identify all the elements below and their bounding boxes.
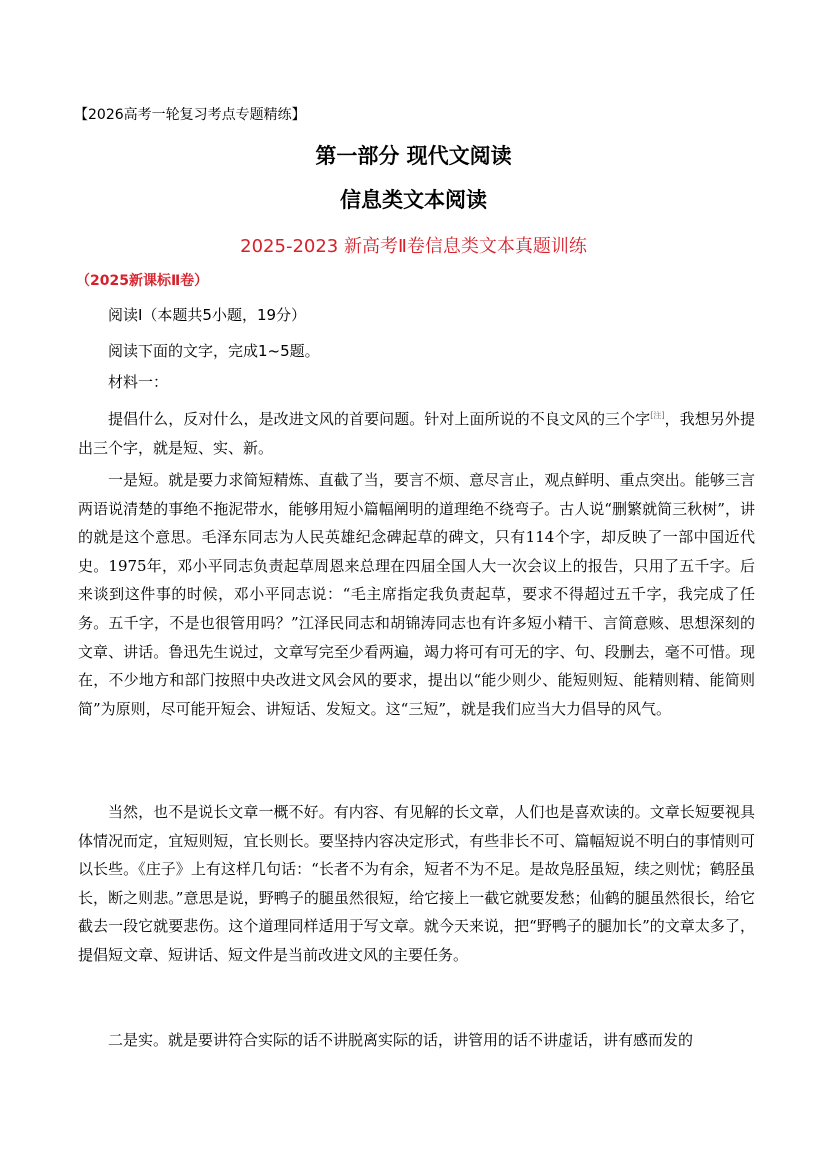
section-title: 信息类文本阅读 [340, 188, 487, 212]
paragraph-2: 一是短。就是要力求简短精炼、直截了当，要言不烦、意尽言止，观点鲜明、重点突出。能够三言两语说清楚的事绝不拖泥带水，能够用短小篇幅阐明的道理绝不绕弯子。古人说“删繁就简三秋树”，讲的就是这个意思。毛泽东同志为人民英雄纪念碑起草的碑文，只有114个字，却反映了一部中国近代史。1975年，邓小平同志负责起草周恩来总理在四届全国人大一次会议上的报告，只用了五千字。后来谈到这件事的时候，邓小平同志说：“毛主席指定我负责起草，要求不得超过五千字，我完成了任务。五千字，不是也很管用吗？”江泽民同志和胡锦涛同志也有许多短小精干、言简意赅、思想深刻的文章、讲话。鲁迅先生说过，文章写完至少看两遍，竭力将可有可无的字、句、段删去，毫不可惜。现在，不少地方和部门按照中央改进文风会风的要求，提出以“能少则少、能短则短、能精则精、能简则简”为原则，尽可能开短会、讲短话、发短文。这“三短”，就是我们应当大力倡导的风气。 [78, 471, 755, 718]
paragraph-1 [78, 402, 755, 462]
material-label: 材料一： [108, 373, 169, 391]
sub-title: 2025-2023 新高考Ⅱ卷信息类文本真题训练 [240, 236, 587, 257]
paragraph-4: 二是实。就是要讲符合实际的话不讲脱离实际的话，讲管用的话不讲虚话，讲有感而发的 [108, 1031, 694, 1049]
part-title: 第一部分 现代文阅读 [315, 144, 512, 168]
series-header-note: 【2026高考一轮复习考点专题精练】 [74, 107, 306, 123]
paragraph-3: 当然，也不是说长文章一概不好。有内容、有见解的长文章，人们也是喜欢读的。文章长短要视具体情况而定，宜短则短，宜长则长。要坚持内容决定形式，有些非长不可、篇幅短说不明白的事情则可以长些。《庄子》上有这样几句话：“长者不为有余，短者不为不足。是故凫胫虽短，续之则忧；鹤胫虽长，断之则悲。”意思是说，野鸭子的腿虽然很短，给它接上一截它就要发愁；仙鹤的腿虽然很长，给它截去一段它就要悲伤。这个道理同样适用于写文章。就今天来说，把“野鸭子的腿加长”的文章太多了，提倡短文章、短讲话、短文件是当前改进文风的主要任务。 [78, 803, 755, 964]
reading-heading: 阅读Ⅰ（本题共5小题，19分） [108, 306, 307, 324]
reading-instruction: 阅读下面的文字，完成1~5题。 [108, 342, 320, 360]
paragraph-1-end: ，我想另外提出三个字，就是短、实、新。 [78, 410, 755, 457]
exam-tag: （2025新课标Ⅱ卷） [76, 273, 209, 289]
paragraph-1-text: 提倡什么，反对什么，是改进文风的首要问题。针对上面所说的不良文风的三个字 [108, 410, 651, 428]
footnote-marker: [注] [650, 411, 665, 420]
